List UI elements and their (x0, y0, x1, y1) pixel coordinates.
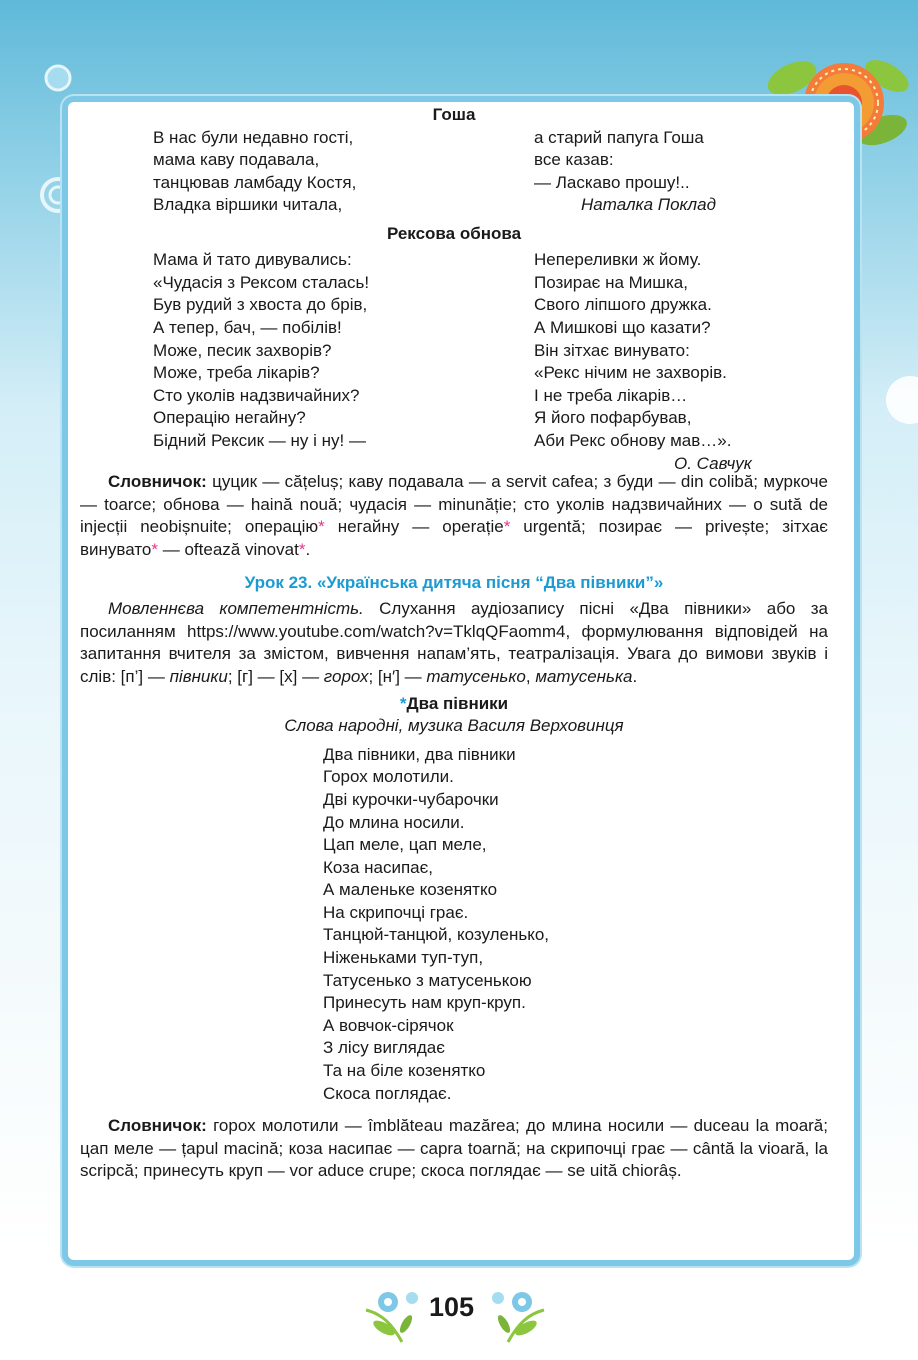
poem-line: мама каву подавала, (153, 150, 320, 170)
lesson-title: Урок 23. «Українська дитяча пісня “Два півники”» (244, 572, 664, 592)
song-line: Татусенько з матусенькою (323, 970, 532, 990)
song-line: А маленьке козенятко (323, 880, 498, 900)
song-line: Ніженьками туп-туп, (323, 948, 484, 968)
example-word: татусенько (426, 666, 526, 686)
poem-line: все казав: (534, 150, 614, 170)
glossary-label: Словничок: (108, 472, 207, 492)
poem-line: «Чудасія з Рексом сталась! (153, 272, 370, 292)
poem-line: В нас були недавно гості, (153, 127, 354, 147)
poem-line: А тепер, бач, — побілів! (153, 317, 342, 337)
poem-rex-right-column (534, 249, 752, 475)
lesson-text: ; [г] — [х] — (227, 666, 324, 686)
poem-line: Був рудий з хвоста до брів, (153, 295, 368, 315)
example-word: горох (323, 666, 369, 686)
song-line: А вовчок-сірячок (323, 1015, 454, 1035)
competence-label: Мовленнєва компетентність. (108, 599, 364, 619)
song-line: Два півники, два півники (323, 744, 516, 764)
song-subtitle: Слова народні, музика Василя Верховинця (284, 716, 624, 736)
song-line: Горох молотили. (323, 767, 454, 787)
song-line: Принесуть нам круп-круп. (323, 993, 526, 1013)
song-line: Коза насипає, (323, 857, 434, 877)
asterisk-mark: * (151, 539, 159, 559)
song-line: Танцюй-танцюй, козуленько, (323, 925, 550, 945)
song-line: Скоса поглядає. (323, 1083, 452, 1103)
floral-ornament-left-icon (362, 1284, 428, 1344)
poem-line: Мама й тато дивувались: (153, 250, 352, 270)
song-title-text: Два півники (406, 693, 509, 713)
glossary-text: горох молотили — îmblăteau mazărea; до млина носили — duceau la moară; цап меле — țapul macină; коза насипає — capra toarnă; на скрипочці грає — cântă la vioară, la scripcă; принесуть круп — vor aduce crupe; скоса поглядає — se uită chiorâș. (80, 1116, 828, 1181)
glossary-text: цуцик — cățeluș; каву подавала — a servit cafea; з буди — din colibă; муркоче — toarce; обнова — haină nouă; чудасія — minunăție; сто уколів надзвичайних — o sută de injecții neobișnuite; операцію (80, 472, 828, 537)
song-line: На скрипочці грає. (323, 902, 469, 922)
poem-line: «Рекс нічим не захворів. (534, 363, 727, 383)
poem-gosha (80, 127, 828, 217)
glossary-label: Словничок: (108, 1116, 207, 1136)
lesson-text: ; [н′] — (368, 666, 427, 686)
song-line: Цап меле, цап меле, (323, 835, 487, 855)
poem-reksova-obnova (80, 245, 828, 471)
song-line: Та на біле козенятко (323, 1061, 486, 1081)
page-content (80, 104, 828, 1183)
example-word: півники (169, 666, 228, 686)
floral-ornament-right-icon (482, 1284, 548, 1344)
glossary-text: — oftează vinovat (158, 539, 299, 559)
glossary-paragraph-1 (80, 471, 828, 561)
asterisk-mark: * (298, 539, 306, 559)
poem-title-reksova-obnova: Рексова обнова (386, 223, 522, 243)
poem-line: І не треба лікарів… (534, 385, 688, 405)
poem-line: Я його пофарбував, (534, 408, 692, 428)
cloud-decoration-icon (880, 370, 918, 430)
poem-line: а старий папуга Гоша (534, 127, 704, 147)
poem-gosha-right-column (534, 127, 716, 217)
song-line: З лісу виглядає (323, 1038, 445, 1058)
poem-line: Свого ліпшого дружка. (534, 295, 712, 315)
lesson-text: , (525, 666, 536, 686)
lesson-description (80, 598, 828, 688)
poem-line: Може, песик захворів? (153, 340, 332, 360)
asterisk-mark: * (318, 517, 325, 537)
poem-author: Наталка Поклад (581, 195, 716, 215)
example-word: матусенька (535, 666, 633, 686)
song-line: До млина носили. (323, 812, 465, 832)
asterisk-mark: * (399, 693, 407, 713)
poem-line: Владка віршики читала, (153, 195, 343, 215)
poem-title-gosha: Гоша (432, 105, 476, 124)
lesson-text: . (632, 666, 638, 686)
song-line: Дві курочки-чубарочки (323, 789, 499, 809)
poem-line: Аби Рекс обнову мав…». (534, 430, 732, 450)
poem-line: Операцію негайну? (153, 408, 306, 428)
poem-line: А Мишкові що казати? (534, 317, 711, 337)
poem-line: танцював ламбаду Костя, (153, 172, 357, 192)
glossary-paragraph-2 (80, 1115, 828, 1183)
glossary-text: негайну — operație (324, 517, 504, 537)
poem-author: О. Савчук (674, 453, 752, 473)
poem-line: Він зітхає винувато: (534, 340, 690, 360)
poem-line: — Ласкаво прошу!.. (534, 172, 690, 192)
glossary-text: . (305, 539, 311, 559)
song-title (80, 693, 828, 716)
poem-line: Сто уколів надзвичайних? (153, 385, 360, 405)
poem-line: Непереливки ж йому. (534, 250, 702, 270)
lesson-text: Слухання аудіозапису пісні «Два півники» або за посиланням https://www.youtube.com/watch?v=TklqQFaomm4, формулювання відповідей на запитання вчителя за змістом, вивчення напам’ять, театралізація. Увага до вимови звуків і слів: [п’] — (80, 599, 828, 686)
page-number: 105 (429, 1292, 475, 1322)
poem-rex-left-column (153, 249, 369, 452)
asterisk-mark: * (503, 517, 511, 537)
song-lyrics (323, 744, 828, 1106)
poem-line: Бідний Рексик — ну і ну! — (153, 430, 366, 450)
poem-line: Позирає на Мишка, (534, 272, 688, 292)
glossary-text: urgentă; позирає — privește; зітхає винувато (80, 517, 828, 559)
poem-line: Може, треба лікарів? (153, 363, 320, 383)
poem-gosha-left-column (153, 127, 356, 217)
